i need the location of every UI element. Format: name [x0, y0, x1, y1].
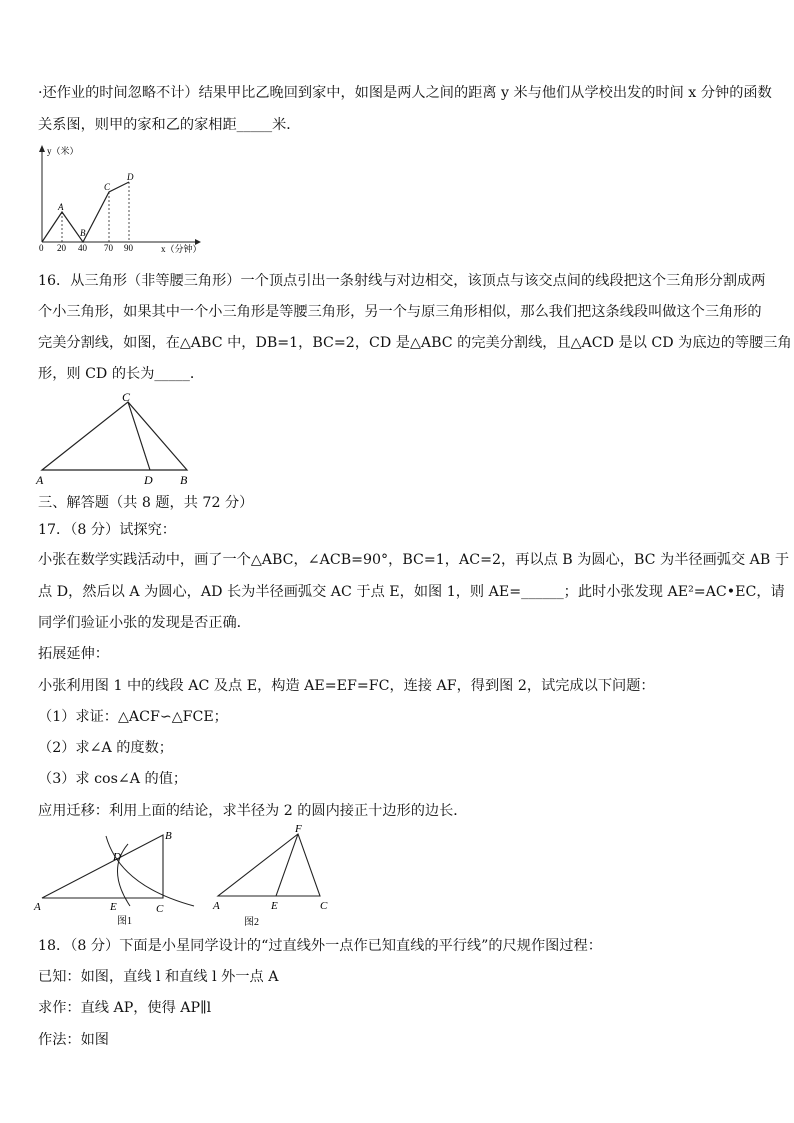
q17-item-2: （2）求∠A 的度数； — [38, 740, 173, 756]
point-label-d: D — [127, 172, 134, 182]
x-tick-0: 0 — [39, 243, 44, 253]
q17-text-line4: 小张利用图 1 中的线段 AC 及点 E，构造 AE=EF=FC，连接 AF，得到图 2，试完成以下问题： — [38, 678, 655, 694]
q16-text-line3: 完美分割线，如图，在△ABC 中，DB=1，BC=2，CD 是△ABC 的完美分割线，且△ACD 是以 CD 为底边的等腰三角 — [38, 335, 792, 351]
label-c: C — [156, 903, 164, 915]
triangle-abc — [42, 402, 187, 470]
q18-known: 已知：如图，直线 l 和直线 l 外一点 A — [38, 969, 279, 985]
point-label-d: D — [144, 473, 153, 487]
label-b: B — [165, 830, 172, 842]
q15-text-line1: ·还作业的时间忽略不计）结果甲比乙晚回到家中，如图是两人之间的距离 y 米与他们从学校出发的时间 x 分钟的函数 — [38, 85, 772, 101]
label-c: C — [320, 900, 328, 912]
section-heading: 三、解答题（共 8 题，共 72 分） — [38, 495, 254, 511]
y-axis-arrow — [39, 145, 45, 152]
point-label-c: C — [104, 182, 111, 192]
label-a: A — [213, 900, 220, 912]
q17-figure-2 — [208, 822, 338, 930]
segment-ef — [276, 834, 298, 896]
vertex-label-c: C — [122, 390, 131, 404]
q18-required: 求作：直线 AP，使得 AP∥l — [38, 1000, 212, 1016]
x-tick-70: 70 — [104, 243, 113, 253]
x-axis-label: x（分钟） — [161, 244, 202, 254]
q16-text-line4: 形，则 CD 的长为_____． — [38, 366, 205, 382]
x-tick-20: 20 — [57, 243, 66, 253]
q15-distance-time-graph — [30, 140, 210, 258]
vertex-label-a: A — [36, 473, 44, 487]
figure-1-caption: 图1 — [117, 916, 132, 927]
label-d: D — [113, 851, 121, 863]
vertex-label-b: B — [180, 473, 188, 487]
y-axis-label: y（米） — [47, 146, 79, 156]
q16-text-line1: 16．从三角形（非等腰三角形）一个顶点引出一条射线与对边相交，该顶点与该交点间的线段把这个三角形分割成两 — [38, 273, 766, 289]
q17-text-line2: 点 D，然后以 A 为圆心，AD 长为半径画弧交 AC 于点 E，如图 1，则 AE=______；此时小张发现 AE²=AC•EC，请 — [38, 584, 785, 600]
q17-extend-title: 拓展延伸： — [38, 646, 109, 662]
q16-triangle-figure — [30, 388, 200, 488]
label-e: E — [110, 901, 117, 913]
label-f: F — [295, 823, 302, 835]
q16-text-line2: 个小三角形，如果其中一个小三角形是等腰三角形，另一个与原三角形相似，那么我们把这条线段叫做这个三角形的 — [38, 304, 762, 320]
x-tick-40: 40 — [78, 243, 87, 253]
q17-text-line1: 小张在数学实践活动中，画了一个△ABC，∠ACB=90°，BC=1，AC=2，再以点 B 为圆心，BC 为半径画弧交 AB 于 — [38, 552, 790, 568]
q15-text-line2: 关系图，则甲的家和乙的家相距_____米． — [38, 117, 301, 133]
label-e: E — [271, 900, 278, 912]
triangle-abc — [42, 835, 163, 898]
q17-title: 17．（8 分）试探究： — [38, 522, 176, 538]
segment-cd — [128, 402, 150, 470]
distance-curve — [42, 182, 129, 242]
q17-apply: 应用迁移：利用上面的结论，求半径为 2 的圆内接正十边形的边长． — [38, 803, 468, 819]
q17-item-1: （1）求证：△ACF∽△FCE； — [38, 709, 228, 725]
point-label-b: B — [80, 228, 86, 238]
q17-figure-1 — [30, 826, 205, 930]
figure-2-caption: 图2 — [244, 917, 259, 928]
q18-title: 18．（8 分）下面是小星同学设计的“过直线外一点作已知直线的平行线”的尺规作图过程： — [38, 938, 602, 954]
q17-text-line3: 同学们验证小张的发现是否正确． — [38, 615, 251, 631]
q18-method: 作法：如图 — [38, 1032, 109, 1048]
point-label-a: A — [58, 202, 64, 212]
label-a: A — [34, 901, 41, 913]
q17-item-3: （3）求 cos∠A 的值； — [38, 771, 188, 787]
triangle-acf — [218, 834, 320, 896]
arc-centered-a — [106, 836, 194, 906]
x-tick-90: 90 — [124, 243, 133, 253]
